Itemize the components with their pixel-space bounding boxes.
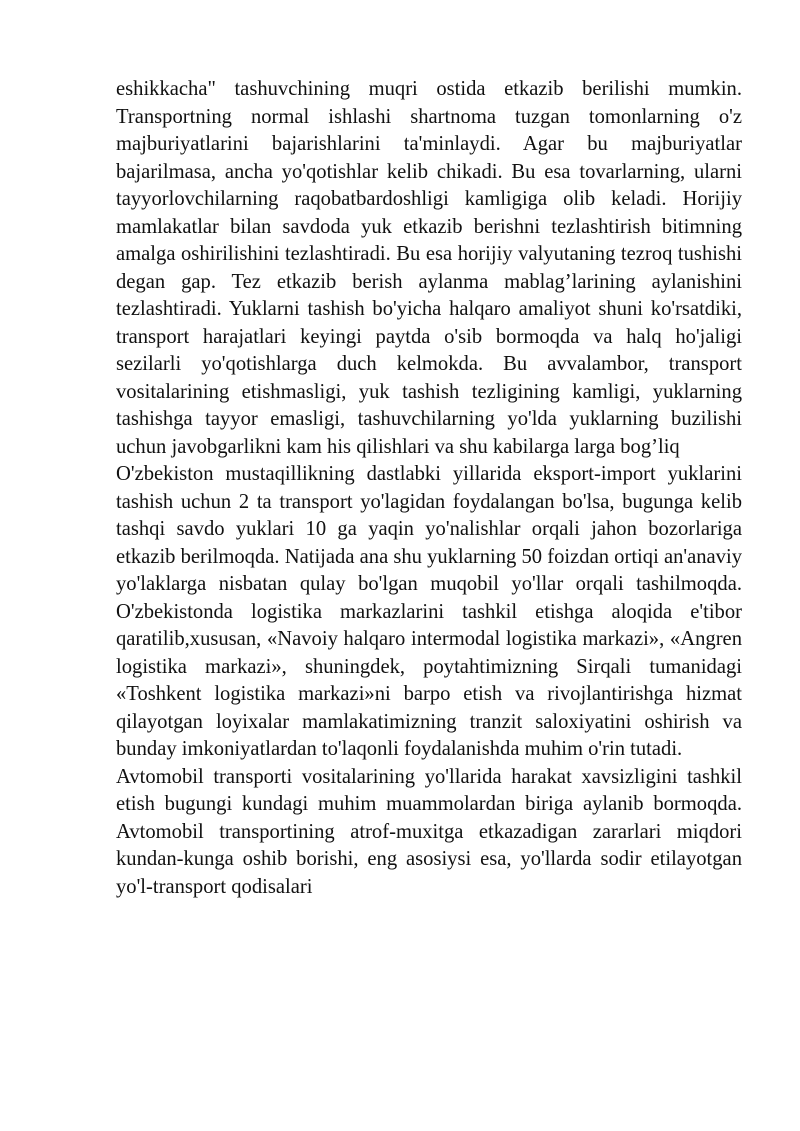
paragraph-3: Avtomobil transporti vositalarining yo'llarida harakat xavsizligini tashkil etish bugungi kundagi muhim muammolardan biriga aylanib bormoqda. Avtomobil transportining atrof-muxitga etkazadigan zararlari miqdori kundan-kunga oshib borishi, eng asosiysi esa, yo'llarda sodir etilayotgan yo'l-transport qodisalari <box>116 765 742 898</box>
paragraph-1: eshikkacha" tashuvchining muqri ostida etkazib berilishi mumkin. Transportning normal ishlashi shartnoma tuzgan tomonlarning o'z majburiyatlarini bajarishlarini ta'minlaydi. Agar bu majburiyatlar bajarilmasa, ancha yo'qotishlar kelib chikadi. Bu esa tovarlarning, ularni tayyorlovchilarning raqobatbardoshligi kamligiga olib keladi. Horijiy mamlakatlar bilan savdoda yuk etkazib berishni tezlashtirish bitimning amalga oshirilishini tezlashtiradi. Bu esa horijiy valyutaning tezroq tushishi degan gap. Tez etkazib berish aylanma mablag’larining aylanishini tezlashtiradi. Yuklarni tashish bo'yicha halqaro amaliyot shuni ko'rsatdiki, transport harajatlari keyingi paytda o'sib bormoqda va halq ho'jaligi sezilarli yo'qotishlarga duch kelmokda. Bu avvalambor, transport vositalarining etishmasligi, yuk tashish tezligining kamligi, yuklarning tashishga tayyor emasligi, tashuvchilarning yo'lda yuklarning buzilishi uchun javobgarlikni kam his qilishlari va shu kabilarga larga bog’liq <box>116 78 742 458</box>
paragraph-2: O'zbekiston mustaqillikning dastlabki yillarida eksport-import yuklarini tashish uchun 2 ta transport yo'lagidan foydalangan bo'lsa, bugunga kelib tashqi savdo yuklari 10 ga yaqin yo'nalishlar orqali jahon bozorlariga etkazib berilmoqda. Natijada ana shu yuklarning 50 foizdan ortiqi an'anaviy yo'laklarga nisbatan qulay bo'lgan muqobil yo'llar orqali tashilmoqda. O'zbekistonda logistika markazlarini tashkil etishga aloqida e'tibor qaratilib,xususan, «Navoiy halqaro intermodal logistika markazi», «Angren logistika markazi», shuningdek, poytahtimizning Sirqali tumanidagi «Toshkent logistika markazi»ni barpo etish va rivojlantirishga hizmat qilayotgan loyixalar mamlakatimizning tranzit saloxiyatini oshirish va bunday imkoniyatlardan to'laqonli foydalanishda muhim o'rin tutadi. <box>116 463 742 760</box>
document-page <box>116 76 742 901</box>
